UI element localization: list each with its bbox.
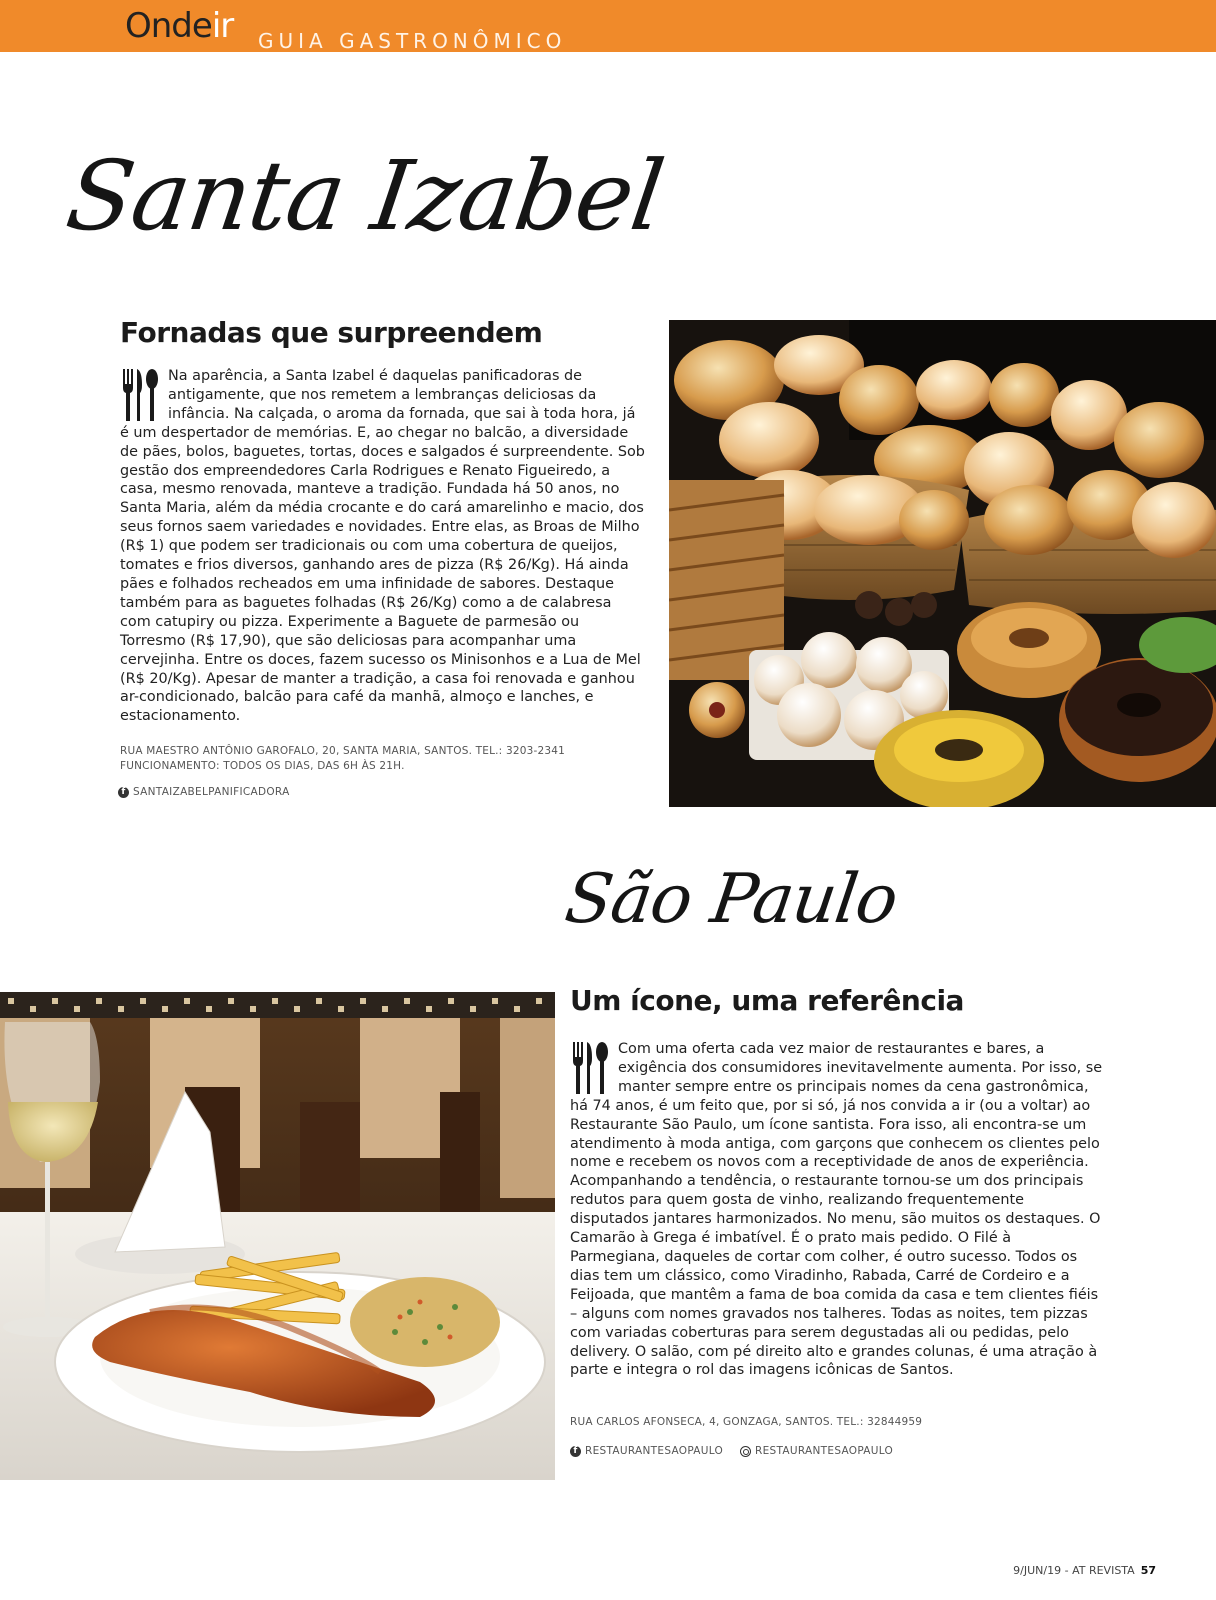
santa-izabel-title: Santa Izabel: [60, 140, 670, 252]
sao-paulo-address: RUA CARLOS AFONSECA, 4, GONZAGA, SANTOS. TEL.: 32844959: [570, 1416, 923, 1428]
facebook-icon: f: [570, 1446, 581, 1457]
santa-izabel-hours: FUNCIONAMENTO: TODOS OS DIAS, DAS 6H ÀS 21H.: [120, 760, 405, 772]
instagram-icon: [740, 1446, 751, 1457]
cutlery-icon: [570, 1040, 610, 1096]
page-number: 57: [1140, 1564, 1156, 1577]
sao-paulo-facebook[interactable]: [570, 1445, 723, 1457]
santa-izabel-facebook[interactable]: [118, 786, 290, 798]
sao-paulo-title: São Paulo: [560, 860, 902, 939]
onde-ir-logo: [125, 6, 233, 46]
page-footer: [1013, 1564, 1156, 1577]
santa-izabel-facebook-handle: SANTAIZABELPANIFICADORA: [133, 786, 290, 798]
santa-izabel-address: RUA MAESTRO ANTÔNIO GAROFALO, 20, SANTA MARIA, SANTOS. TEL.: 3203-2341: [120, 745, 565, 757]
santa-izabel-info: [120, 744, 565, 774]
santa-izabel-article: [120, 367, 645, 726]
sao-paulo-info: [570, 1415, 922, 1430]
logo-ir: ir: [211, 6, 234, 46]
issue-info: 9/JUN/19 - AT REVISTA: [1013, 1564, 1135, 1577]
santa-izabel-headline: Fornadas que surpreendem: [120, 316, 543, 349]
sao-paulo-article: [570, 1040, 1105, 1380]
sao-paulo-headline: Um ícone, uma referência: [570, 984, 964, 1017]
sao-paulo-instagram-handle: RESTAURANTESAOPAULO: [755, 1445, 894, 1457]
header-bar: [0, 0, 1216, 52]
cutlery-icon: [120, 367, 160, 423]
section-name: GUIA GASTRONÔMICO: [258, 29, 567, 53]
sao-paulo-body: Com uma oferta cada vez maior de restaurantes e bares, a exigência dos consumidores inevitavelmente aumenta. Por isso, se manter sempre entre os principais nomes da cena gastronômica, há 74 anos, é um feito que, por si só, já nos convida a ir (ou a voltar) ao Restaurante São Paulo, um ícone santista. Fora isso, ali encontra-se um atendimento à moda antiga, com garçons que conhecem os clientes pelo nome e recebem os novos com a receptividade de anos de experiência. Acompanhando a tendência, o restaurante tornou-se um dos principais redutos para quem gosta de vinho, realizando frequentemente disputados jantares harmonizados. No menu, são muitos os destaques. O Camarão à Grega é imbatível. É o prato mais pedido. O Filé à Parmegiana, daqueles de cortar com colher, é outro sucesso. Todos os dias tem um clássico, como Viradinho, Rabada, Carré de Cordeiro e a Feijoada, que mantêm a fama de boa comida da casa e tem clientes fiéis – alguns com nomes gravados nos talheres. Todas as noites, tem pizzas com variadas coberturas para serem degustadas ali ou pedidas, pelo delivery. O salão, com pé direito alto e grandes colunas, é uma atração à parte e integra o rol das imagens icônicas de Santos.: [570, 1041, 1103, 1379]
sao-paulo-instagram[interactable]: [740, 1445, 893, 1457]
logo-onde: Onde: [125, 6, 212, 46]
santa-izabel-body: Na aparência, a Santa Izabel é daquelas panificadoras de antigamente, que nos remetem a lembranças deliciosas da infância. Na calçada, o aroma da fornada, que sai à toda hora, já é um despertador de memórias. E, ao chegar no balcão, a diversidade de pães, bolos, baguetes, tortas, doces e salgados é surpreendente. Sob gestão dos empreendedores Carla Rodrigues e Renato Figueiredo, a casa, mesmo renovada, manteve a tradição. Fundada há 50 anos, no Santa Maria, além da média crocante e do cará amarelinho e macio, dos seus fornos saem variedades e novidades. Entre elas, as Broas de Milho (R$ 1) que podem ser tradicionais ou com uma cobertura de queijos, tomates e frios diversos, ganhando ares de pizza (R$ 26/Kg). Há ainda pães e folhados recheados em uma infinidade de sabores. Destaque também para as baguetes folhadas (R$ 26/Kg) como a de calabresa com catupiry ou pizza. Experimente a Baguete de parmesão ou Torresmo (R$ 17,90), que são deliciosas para acompanhar uma cervejinha. Entre os doces, fazem sucesso os Minisonhos e a Lua de Mel (R$ 20/Kg). Apesar de manter a tradição, a casa foi renovada e ganhou ar-condicionado, balcão para café da manhã, almoço e lanches, e estacionamento.: [120, 368, 645, 725]
sao-paulo-facebook-handle: RESTAURANTESAOPAULO: [585, 1445, 724, 1457]
restaurant-photo: [0, 992, 555, 1480]
facebook-icon: f: [118, 787, 129, 798]
bakery-photo: [669, 320, 1216, 807]
